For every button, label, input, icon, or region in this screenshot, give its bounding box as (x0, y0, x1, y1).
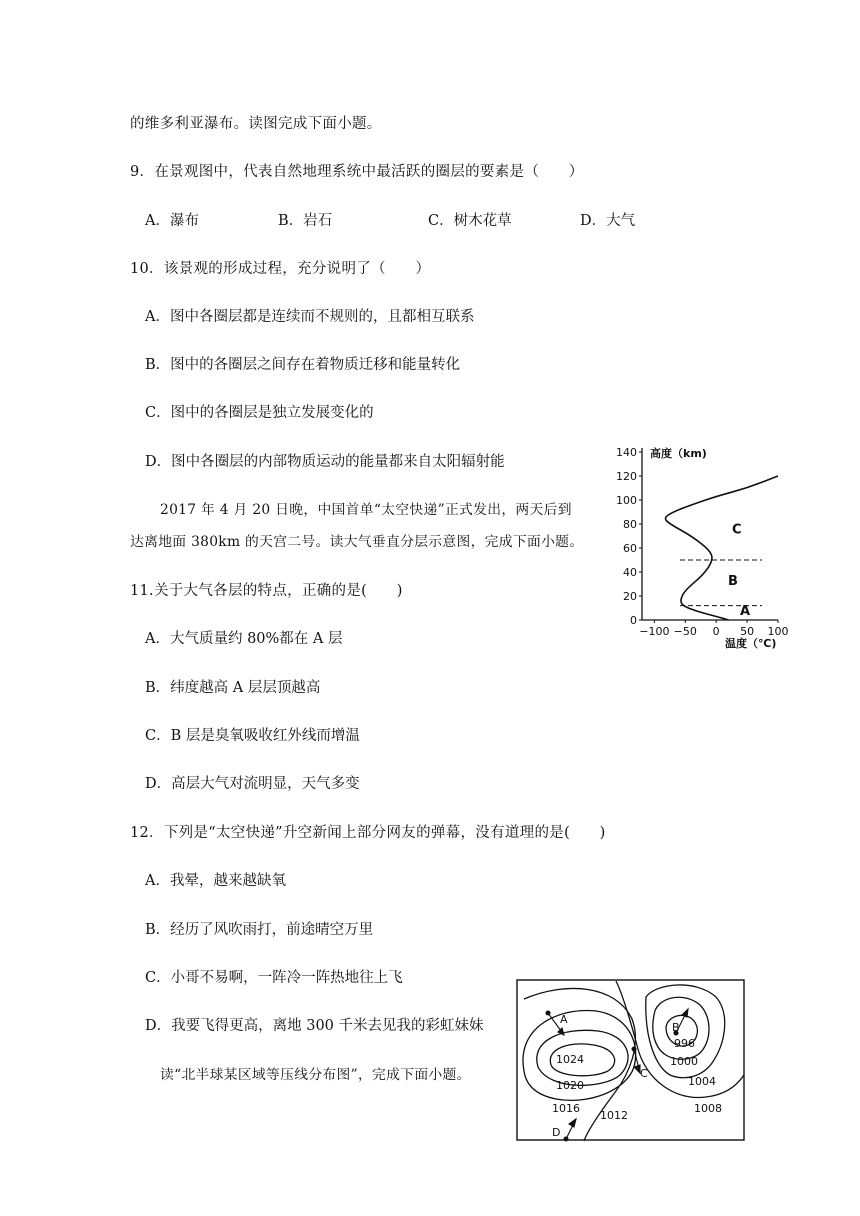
q11-option-a: A．大气质量约 80%都在 A 层 (145, 631, 343, 647)
layer-label-a: A (740, 604, 751, 620)
q12-option-d: D．我要飞得更高，离地 300 千米去见我的彩虹妹妹 (145, 1018, 484, 1034)
q11-option-c: C．B 层是臭氧吸收红外线而增温 (145, 728, 360, 744)
y-tick-label: 20 (623, 590, 637, 603)
point-label-a: A (560, 1013, 568, 1026)
isobar-label-1008: 1008 (694, 1102, 722, 1115)
q11-stem: 11.关于大气各层的特点，正确的是( ) (130, 583, 403, 599)
point-d-dot (564, 1137, 568, 1141)
isobar-map (516, 979, 746, 1143)
q9-option-b: B．岩石 (278, 213, 333, 229)
y-tick-label: 120 (616, 470, 637, 483)
y-tick-label: 80 (623, 518, 637, 531)
y-tick-label: 0 (630, 614, 637, 627)
x-tick-label: 50 (740, 625, 755, 638)
q11-option-d: D．高层大气对流明显，天气多变 (145, 776, 360, 792)
q12-option-b: B．经历了风吹雨打，前途晴空万里 (145, 922, 374, 938)
q11-option-b: B．纬度越高 A 层层顶越高 (145, 680, 321, 696)
q10-option-b: B．图中的各圈层之间存在着物质迁移和能量转化 (145, 357, 461, 373)
atmosphere-layer-chart (600, 438, 800, 654)
isobar-label-1000: 1000 (670, 1055, 698, 1068)
intro-tail: 的维多利亚瀑布。读图完成下面小题。 (130, 116, 382, 132)
isobar-label-1016: 1016 (552, 1102, 580, 1115)
layer-label-c: C (732, 522, 742, 538)
q9-option-a: A．瀑布 (145, 213, 199, 229)
layer-label-b: B (728, 574, 738, 590)
q12-option-a: A．我晕，越来越缺氧 (145, 873, 286, 889)
point-label-d: D (552, 1126, 561, 1139)
y-tick-label: 100 (616, 494, 637, 507)
point-a-dot (546, 1011, 550, 1015)
isobar-label-1020: 1020 (556, 1079, 584, 1092)
y-tick-label: 40 (623, 566, 637, 579)
passage2-line1: 2017 年 4 月 20 日晚，中国首单“太空快递”正式发出，两天后到 (160, 502, 572, 518)
q10-option-d: D．图中各圈层的内部物质运动的能量都来自太阳辐射能 (145, 454, 505, 470)
isobar-label-1004: 1004 (688, 1075, 716, 1088)
y-tick-label: 140 (616, 446, 637, 459)
map-frame (517, 980, 744, 1140)
x-tick-label: 0 (712, 625, 720, 638)
q10-stem: 10．该景观的形成过程，充分说明了（ ） (130, 261, 431, 277)
point-label-b: B (672, 1021, 680, 1034)
q9-stem: 9．在景观图中，代表自然地理系统中最活跃的圈层的要素是（ ） (130, 164, 584, 180)
point-c-dot (632, 1047, 636, 1051)
temperature-curve (665, 476, 778, 620)
y-tick-label: 60 (623, 542, 637, 555)
isobar-label-996: 996 (674, 1037, 695, 1050)
x-tick-label: −50 (673, 625, 697, 638)
q12-stem: 12．下列是“太空快递”升空新闻上部分网友的弹幕，没有道理的是( ) (130, 825, 606, 841)
q9-option-d: D．大气 (580, 213, 636, 229)
isobar-label-1024: 1024 (556, 1053, 584, 1066)
passage3: 读“北半球某区域等压线分布图”，完成下面小题。 (160, 1067, 471, 1083)
q10-option-a: A．图中各圈层都是连续而不规则的，且都相互联系 (145, 309, 475, 325)
q10-option-c: C．图中的各圈层是独立发展变化的 (145, 405, 374, 421)
q9-option-c: C．树木花草 (428, 213, 512, 229)
point-label-c: C (640, 1067, 648, 1080)
x-tick-label: 100 (767, 625, 789, 638)
isobar-label-1012: 1012 (600, 1109, 628, 1122)
q12-option-c: C．小哥不易啊，一阵冷一阵热地往上飞 (145, 970, 403, 986)
x-axis-label: 温度（℃) (725, 637, 777, 650)
y-axis-label: 高度（km) (650, 447, 707, 460)
x-tick-label: −100 (639, 625, 670, 638)
passage2-line2: 达离地面 380km 的天宫二号。读大气垂直分层示意图，完成下面小题。 (130, 534, 584, 550)
